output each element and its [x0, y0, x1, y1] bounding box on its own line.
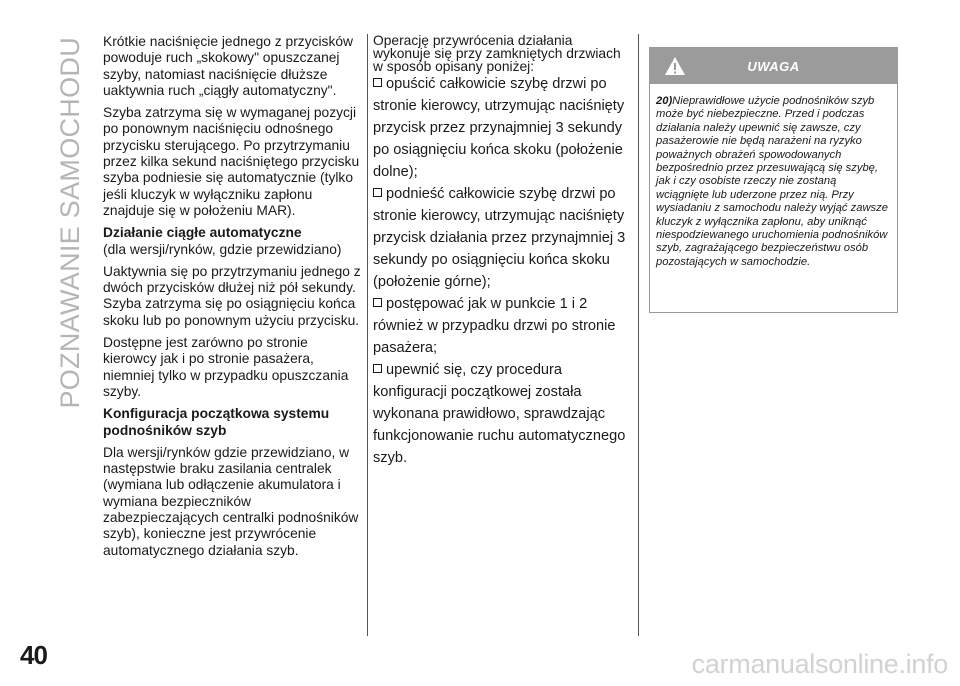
list-item [373, 73, 628, 183]
checkbox-bullet-icon [373, 188, 382, 197]
warning-body [650, 84, 897, 269]
section-heading-note: (dla wersji/rynków, gdzie przewidziano) [103, 241, 342, 257]
section-side-title [42, 37, 98, 409]
paragraph: Krótkie naciśnięcie jednego z przycisków powoduje ruch „skokowy" opuszczanej szyby, natomiast naciśnięcie dłuższe uaktywnia ruch „ciągły automatyczny". [103, 34, 353, 98]
list-item [373, 359, 628, 469]
section-heading: Konfiguracja początkowa systemu podnośników szyb [103, 406, 330, 438]
warning-box [649, 47, 898, 313]
step-text: podnieść całkowicie szybę drzwi po stronie kierowcy, utrzymując naciśnięty przycisk działania przez przynajmniej 3 sekundy po osiągnięciu końca skoku (położenie górne); [373, 186, 626, 290]
step-text: upewnić się, czy procedura konfiguracji początkowej została wykonana prawidłowo, sprawdzając funkcjonowanie ruchu automatycznego szyb. [373, 362, 626, 466]
checkbox-bullet-icon [373, 78, 382, 87]
paragraph: Szyba zatrzyma się w wymaganej pozycji po ponownym naciśnięciu odnośnego przycisku sterującego. Po przytrzymaniu przez kilka sekund naciśniętego przycisku szyba podniesie się automatycznie (tylko jeśli kluczyk w wyłączniku zapłonu znajduje się w położeniu MAR). [103, 105, 360, 218]
paragraph: Dostępne jest zarówno po stronie kierowcy jak i po stronie pasażera, niemniej tylko w przypadku opuszczania szyby. [103, 335, 349, 399]
column-divider-left [367, 34, 368, 636]
procedure-steps [373, 73, 628, 469]
list-item [373, 293, 628, 359]
warning-title: UWAGA [747, 59, 800, 74]
column-divider-right [638, 34, 639, 636]
checkbox-bullet-icon [373, 298, 382, 307]
text-column-1 [103, 34, 361, 565]
step-text: opuścić całkowicie szybę drzwi po stronie kierowcy, utrzymując naciśnięty przycisk przez przynajmniej 3 sekundy po osiągnięciu końca skoku (położenie dolne); [373, 76, 625, 180]
section-title-text: POZNAWANIE SAMOCHODU [54, 37, 85, 409]
page-number: 40 [20, 640, 47, 670]
text-column-2 [373, 34, 628, 469]
step-text: postępować jak w punkcie 1 i 2 również w przypadku drzwi po stronie pasażera; [373, 296, 616, 356]
watermark-text: carmanualsonline.info [691, 649, 948, 679]
paragraph: Dla wersji/rynków gdzie przewidziano, w następstwie braku zasilania centralek (wymiana lub odłączenie akumulatora i wymiana bezpieczników zabezpieczających centralki podnośników szyb), konieczne jest przywrócenie automatycznego działania szyb. [103, 444, 359, 558]
warning-text: Nieprawidłowe użycie podnośników szyb może być niebezpieczne. Przed i podczas działania należy upewnić się zawsze, czy pasażerowie nie będą narażeni na ryzyko poważnych obrażeń spowodowanych bezpośrednio przez przesuwającą się szybę, jak i czy osobiste rzeczy nie zostaną wciągnięte lub uderzone przez nią. Przy wysiadaniu z samochodu należy wyjąć zawsze kluczyk z wyłącznika zapłonu, aby uniknąć niespodziewanego uruchomienia podnośników szyb, zagrażającego bezpieczeństwu osób pozostających w samochodzie. [656, 95, 888, 268]
warning-number: 20) [656, 95, 673, 107]
warning-header [650, 48, 897, 84]
list-item [373, 183, 628, 293]
paragraph: Uaktywnia się po przytrzymaniu jednego z dwóch przycisków dłużej niż pół sekundy. Szyba zatrzyma się po osiągnięciu końca skoku lub po ponownym użyciu przycisku. [103, 263, 361, 328]
section-heading: Działanie ciągłe automatyczne [103, 225, 302, 241]
checkbox-bullet-icon [373, 364, 382, 373]
procedure-intro: Operację przywrócenia działania wykonuje się przy zamkniętych drzwiach w sposób opisany poniżej: [373, 33, 621, 74]
